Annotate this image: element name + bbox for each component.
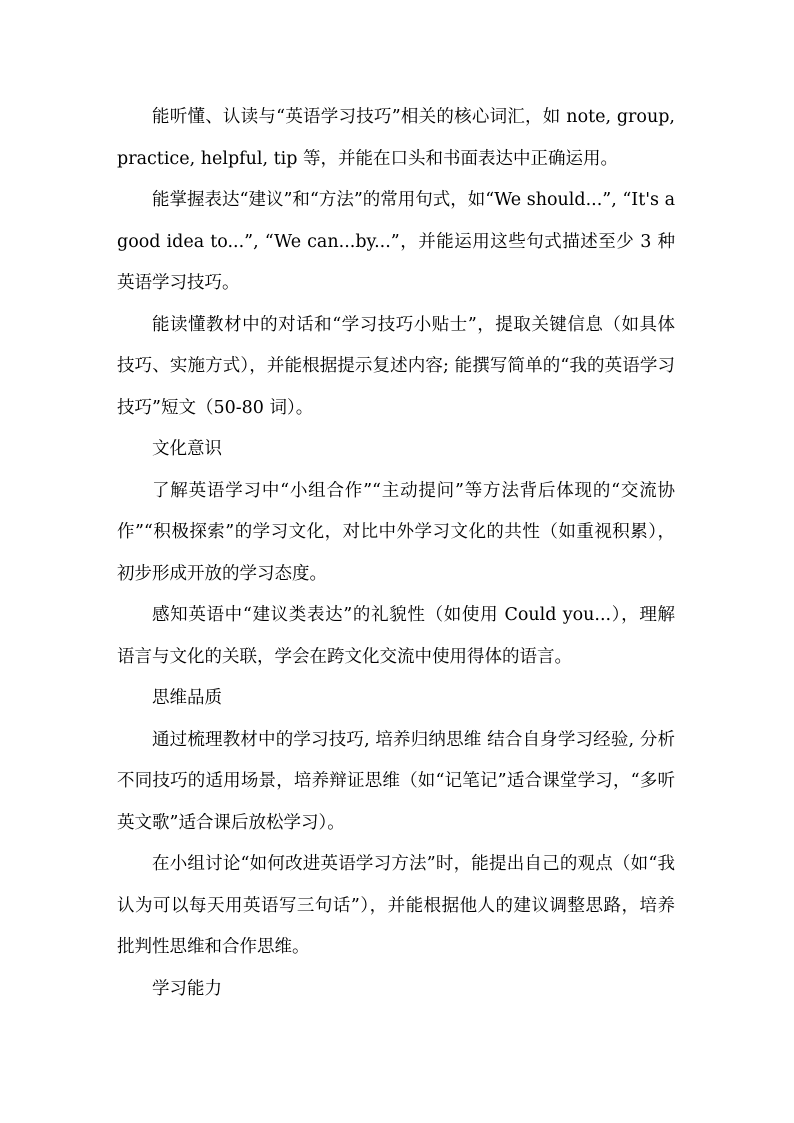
heading-learning-ability: 学习能力	[152, 978, 222, 999]
language-objective-reading-writing: 能读懂教材中的对话和“学习技巧小贴士”，提取关键信息（如具体技巧、实施方式），并能根据提示复述内容; 能撰写简单的“我的英语学习技巧”短文（50-80 词）。	[117, 314, 675, 418]
language-objective-vocabulary: 能听懂、认读与“英语学习技巧”相关的核心词汇，如 note, group, practice, helpful, tip 等，并能在口头和书面表达中正确运用。	[117, 107, 675, 169]
language-objective-sentences: 能掌握表达“建议”和“方法”的常用句式，如“We should...”, “It's a good idea to...”, “We can...by...”，并能运用这些句式描述至少 3 种英语学习技巧。	[117, 190, 676, 293]
thinking-objective-analysis: 通过梳理教材中的学习技巧, 培养归纳思维 结合自身学习经验, 分析不同技巧的适用场景，培养辩证思维（如“记笔记”适合课堂学习，“多听英文歌”适合课后放松学习）。	[117, 729, 675, 833]
document-body	[117, 97, 675, 1010]
heading-cultural-awareness: 文化意识	[152, 439, 222, 459]
heading-thinking-quality: 思维品质	[152, 688, 222, 708]
culture-objective-politeness: 感知英语中“建议类表达”的礼貌性（如使用 Could you...），理解语言与文化的关联，学会在跨文化交流中使用得体的语言。	[117, 605, 675, 667]
thinking-objective-discussion: 在小组讨论“如何改进英语学习方法”时，能提出自己的观点（如“我认为可以每天用英语写三句话”），并能根据他人的建议调整思路，培养批判性思维和合作思维。	[117, 854, 675, 957]
culture-objective-learning-culture: 了解英语学习中“小组合作”“主动提问”等方法背后体现的“交流协作”“积极探索”的学习文化，对比中外学习文化的共性（如重视积累），初步形成开放的学习态度。	[117, 480, 675, 584]
